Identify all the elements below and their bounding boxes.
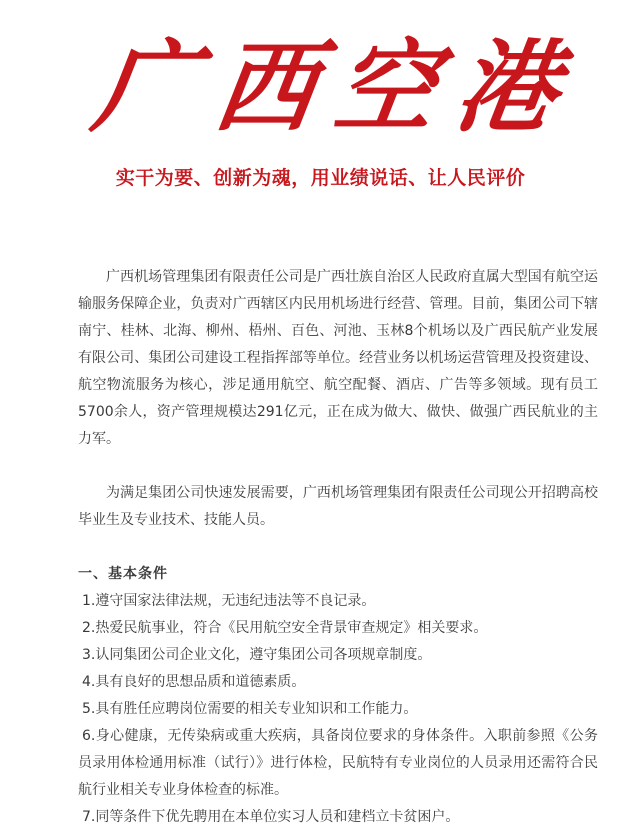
condition-item-1: 1.遵守国家法律法规，无违纪违法等不良记录。 [82, 593, 376, 609]
spacer [78, 534, 598, 561]
spacer [78, 453, 598, 480]
condition-item-5: 5.具有胜任应聘岗位需要的相关专业知识和工作能力。 [82, 701, 418, 717]
condition-item-4: 4.具有良好的思想品质和道德素质。 [82, 674, 306, 690]
section-title-basic-conditions: 一、基本条件 [78, 566, 168, 582]
logo-guangxi-airport [86, 22, 564, 152]
intro-paragraph-2: 为满足集团公司快速发展需要，广西机场管理集团有限责任公司现公开招聘高校毕业生及专业技术、技能人员。 [78, 485, 598, 528]
intro-paragraph-1: 广西机场管理集团有限责任公司是广西壮族自治区人民政府直属大型国有航空运输服务保障企业，负责对广西辖区内民用机场进行经营、管理。目前，集团公司下辖南宁、桂林、北海、柳州、梧州、百色、河池、玉林8个机场以及广西民航产业发展有限公司、集团公司建设工程指挥部等单位。经营业务以机场运营管理及投资建设、航空物流服务为核心，涉足通用航空、航空配餐、酒店、广告等多领域。现有员工5700余人，资产管理规模达291亿元，正在成为做大、做快、做强广西民航业的主力军。 [78, 269, 598, 447]
logo-char-2: 西 [207, 28, 322, 146]
logo-char-1: 广 [86, 28, 202, 146]
logo-char-4: 港 [448, 28, 564, 146]
condition-item-3: 3.认同集团公司企业文化，遵守集团公司各项规章制度。 [82, 647, 432, 663]
condition-item-6: 6.身心健康，无传染病或重大疾病，具备岗位要求的身体条件。入职前参照《公务员录用体检通用标准（试行）》进行体检，民航特有专业岗位的人员录用还需符合民航行业相关专业身体检查的标准。 [78, 728, 598, 798]
condition-item-2: 2.热爱民航事业，符合《民用航空安全背景审查规定》相关要求。 [82, 620, 488, 636]
article-body [78, 264, 598, 831]
masthead [0, 0, 641, 200]
condition-item-7: 7.同等条件下优先聘用在本单位实习人员和建档立卡贫困户。 [82, 809, 460, 825]
slogan: 实干为要、创新为魂，用业绩说话、让人民评价 [115, 167, 526, 189]
logo-char-3: 空 [328, 28, 443, 146]
